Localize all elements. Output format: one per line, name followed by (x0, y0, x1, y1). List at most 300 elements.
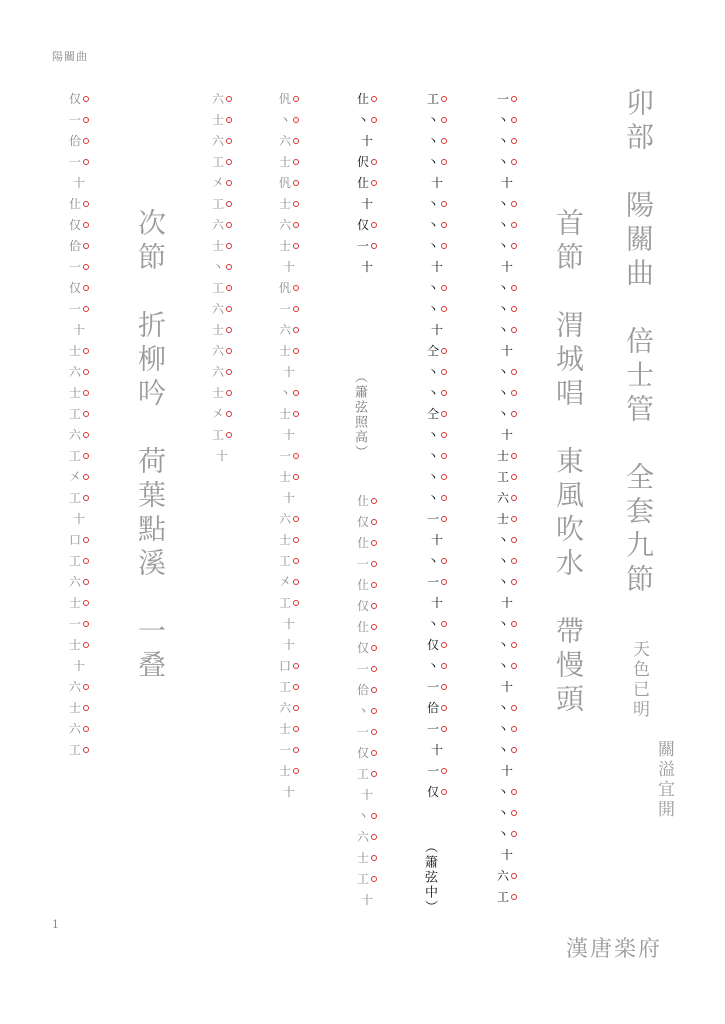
notation-glyph: 士 (68, 595, 81, 610)
notation-cell (420, 235, 454, 256)
notation-glyph: 十 (430, 259, 443, 274)
notation-glyph: 丶 (496, 217, 509, 232)
beat-mark-icon (371, 750, 377, 756)
notation-glyph: 十 (360, 259, 373, 274)
notation-cell (420, 571, 454, 592)
beat-mark-icon (371, 624, 377, 630)
notation-cell (350, 595, 384, 616)
notation-glyph: 工 (68, 490, 81, 505)
notation-cell (350, 256, 384, 277)
beat-mark-icon (226, 96, 232, 102)
notation-glyph: 十 (282, 427, 295, 442)
beat-mark-icon (293, 663, 299, 669)
notation-glyph: 士 (68, 637, 81, 652)
notation-cell (420, 130, 454, 151)
beat-mark-icon (293, 180, 299, 186)
notation-cell (272, 403, 306, 424)
notation-cell (420, 487, 454, 508)
beat-mark-icon (441, 663, 447, 669)
notation-cell (490, 802, 524, 823)
beat-mark-icon (83, 306, 89, 312)
notation-column-7 (62, 88, 96, 760)
beat-mark-icon (226, 306, 232, 312)
notation-glyph: 丶 (496, 385, 509, 400)
notation-cell (62, 571, 96, 592)
notation-glyph: 十 (360, 892, 373, 907)
beat-mark-icon (293, 516, 299, 522)
notation-glyph: 仩 (356, 493, 369, 508)
notation-cell (350, 658, 384, 679)
notation-glyph: 六 (211, 343, 224, 358)
notation-cell (420, 172, 454, 193)
notation-cell (490, 529, 524, 550)
beat-mark-icon (371, 687, 377, 693)
beat-mark-icon (511, 789, 517, 795)
notation-glyph: 一 (278, 301, 291, 316)
beat-mark-icon (441, 201, 447, 207)
notation-glyph: 丶 (426, 196, 439, 211)
publisher-seal: 漢唐楽府 (566, 937, 663, 962)
notation-glyph: 士 (211, 238, 224, 253)
notation-glyph: 工 (68, 406, 81, 421)
notation-glyph: 士 (278, 238, 291, 253)
notation-cell (62, 214, 96, 235)
beat-mark-icon (441, 705, 447, 711)
notation-cell (350, 847, 384, 868)
notation-glyph: 丶 (426, 280, 439, 295)
notation-glyph: 士 (278, 343, 291, 358)
notation-glyph: 𠆩 (278, 91, 291, 106)
notation-glyph: 士 (278, 469, 291, 484)
beat-mark-icon (226, 243, 232, 249)
notation-cell (62, 487, 96, 508)
notation-cell (490, 88, 524, 109)
notation-glyph: 十 (500, 343, 513, 358)
notation-glyph: 十 (282, 784, 295, 799)
beat-mark-icon (293, 726, 299, 732)
notation-glyph: 一 (278, 742, 291, 757)
beat-mark-icon (83, 600, 89, 606)
beat-mark-icon (511, 222, 517, 228)
beat-mark-icon (293, 411, 299, 417)
notation-glyph: 丶 (496, 112, 509, 127)
notation-glyph: 仅 (356, 514, 369, 529)
notation-cell (272, 676, 306, 697)
notation-cell (420, 214, 454, 235)
notation-glyph: 工 (426, 91, 439, 106)
notation-cell (420, 760, 454, 781)
beat-mark-icon (83, 432, 89, 438)
beat-mark-icon (441, 432, 447, 438)
beat-mark-icon (371, 222, 377, 228)
notation-cell (490, 592, 524, 613)
beat-mark-icon (83, 201, 89, 207)
notation-cell (350, 889, 384, 910)
notation-glyph: 丶 (426, 301, 439, 316)
notation-cell (272, 151, 306, 172)
notation-cell (272, 214, 306, 235)
notation-cell (420, 109, 454, 130)
notation-glyph: 丶 (426, 385, 439, 400)
beat-mark-icon (511, 621, 517, 627)
notation-glyph: 丶 (356, 703, 369, 718)
beat-mark-icon (511, 831, 517, 837)
notation-cell (490, 823, 524, 844)
beat-mark-icon (226, 138, 232, 144)
beat-mark-icon (226, 411, 232, 417)
beat-mark-icon (441, 222, 447, 228)
notation-glyph: 仅 (426, 637, 439, 652)
beat-mark-icon (511, 285, 517, 291)
notation-glyph: 十 (215, 448, 228, 463)
notation-glyph: 士 (278, 721, 291, 736)
beat-mark-icon (511, 873, 517, 879)
notation-glyph: 六 (68, 679, 81, 694)
notation-glyph: 十 (282, 490, 295, 505)
notation-cell (272, 760, 306, 781)
notation-glyph: 士 (496, 448, 509, 463)
notation-cell (272, 340, 306, 361)
notation-glyph: 六 (356, 829, 369, 844)
notation-glyph: 𠆩 (278, 280, 291, 295)
notation-cell (272, 172, 306, 193)
notation-column-5 (272, 88, 306, 802)
notation-glyph: 六 (278, 322, 291, 337)
notation-cell (272, 529, 306, 550)
beat-mark-icon (511, 327, 517, 333)
beat-mark-icon (83, 684, 89, 690)
beat-mark-icon (371, 180, 377, 186)
beat-mark-icon (83, 138, 89, 144)
notation-glyph: 工 (356, 871, 369, 886)
notation-glyph: 丶 (496, 301, 509, 316)
beat-mark-icon (226, 285, 232, 291)
notation-cell (490, 508, 524, 529)
notation-cell (420, 298, 454, 319)
notation-glyph: 十 (430, 742, 443, 757)
notation-cell (350, 805, 384, 826)
notation-glyph: 丶 (426, 616, 439, 631)
notation-cell (272, 361, 306, 382)
notation-cell (420, 739, 454, 760)
notation-cell (420, 277, 454, 298)
notation-glyph: 工 (68, 742, 81, 757)
notation-cell (205, 298, 239, 319)
notation-glyph: 六 (278, 511, 291, 526)
notation-glyph: 一 (426, 511, 439, 526)
notation-glyph: 佮 (426, 700, 439, 715)
notation-cell (62, 151, 96, 172)
notation-cell (350, 721, 384, 742)
notation-glyph: 一 (496, 91, 509, 106)
beat-mark-icon (441, 306, 447, 312)
beat-mark-icon (511, 810, 517, 816)
beat-mark-icon (371, 645, 377, 651)
notation-glyph: 六 (211, 217, 224, 232)
notation-cell (490, 844, 524, 865)
notation-cell (490, 676, 524, 697)
beat-mark-icon (511, 747, 517, 753)
notation-cell (420, 718, 454, 739)
notation-glyph: 士 (356, 850, 369, 865)
annotation-mid: （簫弦中） (422, 840, 437, 915)
notation-cell (420, 424, 454, 445)
notation-glyph: 仝 (426, 406, 439, 421)
beat-mark-icon (441, 285, 447, 291)
notation-cell (62, 235, 96, 256)
notation-cell (272, 571, 306, 592)
notation-cell (420, 676, 454, 697)
notation-cell (350, 130, 384, 151)
notation-glyph: 仩 (68, 196, 81, 211)
notation-glyph: 士 (211, 385, 224, 400)
notation-glyph: 㐅 (278, 574, 291, 589)
notation-glyph: 十 (282, 364, 295, 379)
beat-mark-icon (293, 600, 299, 606)
notation-glyph: 丶 (496, 406, 509, 421)
notation-cell (205, 340, 239, 361)
notation-glyph: 十 (72, 511, 85, 526)
notation-cell (62, 382, 96, 403)
notation-glyph: 仝 (426, 343, 439, 358)
notation-cell (420, 319, 454, 340)
beat-mark-icon (293, 348, 299, 354)
beat-mark-icon (511, 369, 517, 375)
notation-glyph: 工 (211, 280, 224, 295)
notation-cell (490, 193, 524, 214)
beat-mark-icon (371, 519, 377, 525)
beat-mark-icon (371, 708, 377, 714)
notation-glyph: 丶 (426, 469, 439, 484)
notation-cell (350, 235, 384, 256)
notation-glyph: 工 (68, 448, 81, 463)
beat-mark-icon (511, 306, 517, 312)
beat-mark-icon (293, 138, 299, 144)
notation-cell (272, 298, 306, 319)
notation-cell (272, 613, 306, 634)
title-column-3: 次節 折柳吟 荷葉點溪 一叠 (134, 208, 167, 684)
beat-mark-icon (83, 726, 89, 732)
notation-glyph: 十 (500, 427, 513, 442)
annotation-high: （簫弦照高） (352, 370, 367, 460)
notation-glyph: 工 (278, 595, 291, 610)
beat-mark-icon (226, 264, 232, 270)
notation-cell (272, 550, 306, 571)
notation-glyph: 十 (430, 532, 443, 547)
notation-glyph: 丶 (496, 658, 509, 673)
notation-cell (272, 382, 306, 403)
beat-mark-icon (371, 876, 377, 882)
beat-mark-icon (83, 348, 89, 354)
notation-cell (420, 382, 454, 403)
beat-mark-icon (441, 411, 447, 417)
beat-mark-icon (441, 768, 447, 774)
beat-mark-icon (511, 159, 517, 165)
notation-glyph: 丶 (496, 133, 509, 148)
beat-mark-icon (441, 348, 447, 354)
notation-cell (490, 340, 524, 361)
notation-cell (272, 739, 306, 760)
beat-mark-icon (371, 771, 377, 777)
notation-glyph: 丶 (426, 364, 439, 379)
notation-glyph: 工 (496, 889, 509, 904)
notation-cell (420, 655, 454, 676)
beat-mark-icon (441, 138, 447, 144)
notation-glyph: 丶 (496, 721, 509, 736)
beat-mark-icon (226, 432, 232, 438)
notation-cell (350, 637, 384, 658)
beat-mark-icon (441, 453, 447, 459)
notation-cell (490, 697, 524, 718)
beat-mark-icon (441, 495, 447, 501)
notation-cell (420, 550, 454, 571)
notation-cell (205, 382, 239, 403)
notation-glyph: 丶 (426, 553, 439, 568)
notation-cell (272, 319, 306, 340)
notation-cell (350, 532, 384, 553)
notation-glyph: 工 (278, 553, 291, 568)
notation-cell (62, 550, 96, 571)
beat-mark-icon (293, 768, 299, 774)
notation-glyph: 丶 (426, 217, 439, 232)
notation-column-2 (420, 88, 454, 802)
beat-mark-icon (511, 558, 517, 564)
notation-cell (490, 277, 524, 298)
notation-glyph: 十 (500, 679, 513, 694)
notation-glyph: 丶 (426, 448, 439, 463)
beat-mark-icon (83, 117, 89, 123)
notation-column-4 (350, 490, 384, 910)
notation-glyph: 丶 (426, 238, 439, 253)
beat-mark-icon (226, 348, 232, 354)
notation-glyph: 丶 (496, 154, 509, 169)
beat-mark-icon (441, 684, 447, 690)
notation-cell (62, 739, 96, 760)
notation-glyph: 工 (68, 553, 81, 568)
notation-cell (62, 403, 96, 424)
notation-cell (62, 508, 96, 529)
beat-mark-icon (83, 642, 89, 648)
notation-cell (490, 298, 524, 319)
notation-glyph: 丶 (278, 385, 291, 400)
notation-cell (272, 466, 306, 487)
notation-glyph: 六 (68, 427, 81, 442)
beat-mark-icon (371, 813, 377, 819)
notation-glyph: 一 (68, 301, 81, 316)
beat-mark-icon (511, 453, 517, 459)
beat-mark-icon (293, 747, 299, 753)
notation-cell (420, 529, 454, 550)
notation-glyph: 士 (278, 196, 291, 211)
notation-cell (350, 784, 384, 805)
notation-cell (205, 88, 239, 109)
beat-mark-icon (83, 243, 89, 249)
notation-cell (272, 88, 306, 109)
notation-glyph: 丶 (496, 532, 509, 547)
notation-cell (62, 172, 96, 193)
notation-cell (350, 574, 384, 595)
notation-glyph: 仩 (356, 91, 369, 106)
notation-glyph: 六 (68, 721, 81, 736)
beat-mark-icon (293, 327, 299, 333)
beat-mark-icon (371, 243, 377, 249)
notation-glyph: 丶 (426, 112, 439, 127)
notation-glyph: 丶 (496, 364, 509, 379)
beat-mark-icon (83, 621, 89, 627)
notation-glyph: 六 (211, 364, 224, 379)
notation-cell (490, 886, 524, 907)
notation-glyph: 丶 (496, 784, 509, 799)
notation-cell (490, 361, 524, 382)
notation-glyph: 丶 (426, 658, 439, 673)
beat-mark-icon (511, 474, 517, 480)
notation-cell (490, 550, 524, 571)
notation-cell (350, 88, 384, 109)
notation-cell (205, 130, 239, 151)
beat-mark-icon (371, 540, 377, 546)
beat-mark-icon (441, 579, 447, 585)
notation-cell (205, 151, 239, 172)
title-column-1: 卯部 陽關曲 倍士管 全套九節 (622, 88, 655, 598)
beat-mark-icon (511, 537, 517, 543)
notation-cell (62, 466, 96, 487)
notation-cell (420, 256, 454, 277)
notation-glyph: 仅 (356, 745, 369, 760)
notation-cell (350, 700, 384, 721)
notation-glyph: 丶 (496, 637, 509, 652)
notation-cell (420, 445, 454, 466)
beat-mark-icon (441, 159, 447, 165)
notation-glyph: 丶 (496, 280, 509, 295)
beat-mark-icon (83, 474, 89, 480)
notation-cell (420, 697, 454, 718)
notation-cell (205, 256, 239, 277)
notation-glyph: 丶 (496, 196, 509, 211)
notation-cell (490, 487, 524, 508)
beat-mark-icon (293, 117, 299, 123)
notation-cell (490, 571, 524, 592)
title-column-2: 首節 渭城唱 東風吹水 帶慢頭 (552, 208, 585, 718)
beat-mark-icon (226, 390, 232, 396)
notation-cell (420, 508, 454, 529)
beat-mark-icon (441, 390, 447, 396)
notation-glyph: 㐅 (211, 406, 224, 421)
notation-cell (205, 214, 239, 235)
notation-cell (62, 130, 96, 151)
notation-glyph: 一 (68, 616, 81, 631)
notation-glyph: 六 (278, 700, 291, 715)
notation-cell (62, 277, 96, 298)
notation-glyph: 十 (500, 595, 513, 610)
notation-cell (62, 424, 96, 445)
beat-mark-icon (511, 117, 517, 123)
beat-mark-icon (371, 96, 377, 102)
beat-mark-icon (511, 726, 517, 732)
notation-cell (205, 319, 239, 340)
beat-mark-icon (293, 579, 299, 585)
notation-glyph: 仅 (68, 91, 81, 106)
notation-glyph: 工 (211, 427, 224, 442)
beat-mark-icon (441, 516, 447, 522)
notation-glyph: 士 (278, 154, 291, 169)
beat-mark-icon (441, 621, 447, 627)
notation-cell (62, 592, 96, 613)
notation-cell (490, 214, 524, 235)
notation-cell (62, 193, 96, 214)
beat-mark-icon (293, 474, 299, 480)
beat-mark-icon (293, 390, 299, 396)
notation-cell (420, 634, 454, 655)
